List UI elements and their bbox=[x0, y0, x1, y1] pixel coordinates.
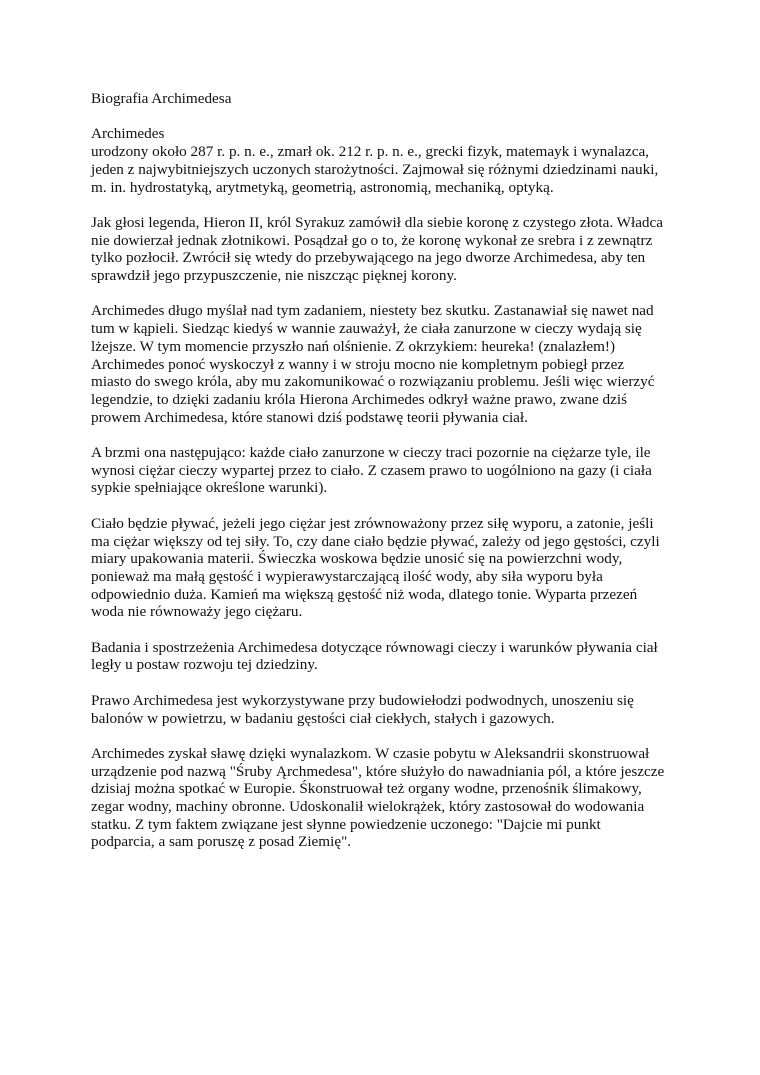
paragraph-inventions bbox=[91, 745, 691, 851]
text-line: Ciało będzie pływać, jeżeli jego ciężar jest zrównoważony przez siłę wyporu, a zatonie, jeśli bbox=[91, 514, 654, 532]
text-line: sprawdził jego przypuszczenie, nie niszcząc pięknej korony. bbox=[91, 267, 457, 284]
text-line: ma ciężar większy od tej siły. To, czy dane ciało będzie pływać, zależy od jego gęstości, czyli bbox=[91, 532, 660, 550]
text-line: m. in. hydrostatyką, arytmetyką, geometrią, astronomią, mechaniką, optyką. bbox=[91, 178, 554, 196]
text-line: urządzenie pod nazwą "Śruby Ąrchmedesa", które służyło do nawadniania pól, a które jeszcze bbox=[91, 762, 665, 780]
text-line: A brzmi ona następująco: każde ciało zanurzone w cieczy traci pozornie na ciężarze tyle, ile bbox=[91, 444, 651, 461]
paragraph-research bbox=[91, 639, 691, 674]
text-line: zegar wodny, machiny obronne. Udoskonalił wielokrążek, który zastosował do wodowania bbox=[91, 798, 645, 815]
paragraph-intro bbox=[91, 125, 691, 196]
text-line: Archimedes długo myślał nad tym zadaniem, niestety bez skutku. Zastanawiał się nawet nad bbox=[91, 302, 654, 320]
paragraph-buoyancy bbox=[91, 515, 691, 621]
document-title bbox=[91, 90, 691, 108]
text-line: lżejsze. W tym momencie przyszło nań olśnienie. Z okrzykiem: heureka! (znalazłem!) bbox=[91, 337, 616, 355]
text-line: podparcia, a sam poruszę z posad Ziemię". bbox=[91, 833, 352, 851]
document-page bbox=[91, 90, 691, 869]
text-line: urodzony około 287 r. p. n. e., zmarł ok. 212 r. p. n. e., grecki fizyk, matemayk i wynalazca, bbox=[91, 143, 649, 161]
paragraph-eureka bbox=[91, 302, 691, 426]
text-line: legły u postaw rozwoju tej dziedziny. bbox=[91, 656, 318, 674]
text-line: balonów w powietrzu, w badaniu gęstości ciał ciekłych, stałych i gazowych. bbox=[91, 709, 555, 727]
paragraph-legend bbox=[91, 214, 691, 285]
text-line: Archimedes ponoć wyskoczył z wanny i w stroju mocno nie kompletnym pobiegł przez bbox=[91, 355, 625, 373]
text-line: jeden z najwybitniejszych uczonych starożytności. Zajmował się różnymi dziedzinami nauki, bbox=[91, 160, 659, 178]
text-line: woda nie równoważy jego ciężaru. bbox=[91, 603, 303, 621]
paragraph-law bbox=[91, 444, 691, 497]
text-line: sypkie spełniające określone warunki). bbox=[91, 479, 328, 497]
text-line: Archimedes bbox=[91, 125, 165, 143]
text-line: tum w kąpieli. Siedząc kiedyś w wannie zauważył, że ciała zanurzone w cieczy wydają się bbox=[91, 320, 642, 338]
text-line: prowem Archimedesa, które stanowi dziś podstawę teorii pływania ciał. bbox=[91, 408, 528, 426]
text-line: Archimedes zyskał sławę dzięki wynalazkom. W czasie pobytu w Aleksandrii skonstruował bbox=[91, 744, 650, 762]
text-line: Jak głosi legenda, Hieron II, król Syrakuz zamówił dla siebie koronę z czystego złota. Władca bbox=[91, 213, 664, 231]
text-line: Prawo Archimedesa jest wykorzystywane przy budowiełodzi podwodnych, unoszeniu się bbox=[91, 691, 634, 709]
text-line: tylko pozłocił. Zwrócił się wtedy do przebywającego na jego dworze Archimedesa, aby ten bbox=[91, 249, 646, 267]
text-line: odpowiednio duża. Kamień ma większą gęstość niż woda, dlatego tonie. Wyparta przezeń bbox=[91, 585, 638, 603]
text-line: nie dowierzał jednak złotnikowi. Posądzał go o to, że koronę wykonał ze srebra i z zewnątrz bbox=[91, 231, 653, 249]
paragraph-applications bbox=[91, 692, 691, 727]
text-line: miasto do swego króla, aby mu zakomunikować o rozwiązaniu problemu. Jeśli więc wierzyć bbox=[91, 373, 655, 391]
title-line: Biografia Archimedesa bbox=[91, 90, 232, 107]
text-line: Badania i spostrzeżenia Archimedesa dotyczące równowagi cieczy i warunków pływania ciał bbox=[91, 638, 658, 656]
text-line: wynosi ciężar cieczy wypartej przez to ciało. Z czasem prawo to uogólniono na gazy (i ciała bbox=[91, 461, 652, 479]
text-line: statku. Z tym faktem związane jest słynne powiedzenie uczonego: "Dajcie mi punkt bbox=[91, 815, 601, 833]
text-line: ponieważ ma małą gęstość i wypierawystarczającą ilość wody, aby siła wyporu była bbox=[91, 567, 603, 585]
text-line: miary upakowania materii. Świeczka woskowa będzie unosić się na powierzchni wody, bbox=[91, 550, 623, 568]
text-line: legendzie, to dzięki zadaniu króla Hierona Archimedes odkrył ważne prawo, zwane dziś bbox=[91, 390, 627, 408]
text-line: dzisiaj można spotkać w Europie. Śkonstruował też organy wodne, przenośnik ślimakowy, bbox=[91, 780, 642, 798]
